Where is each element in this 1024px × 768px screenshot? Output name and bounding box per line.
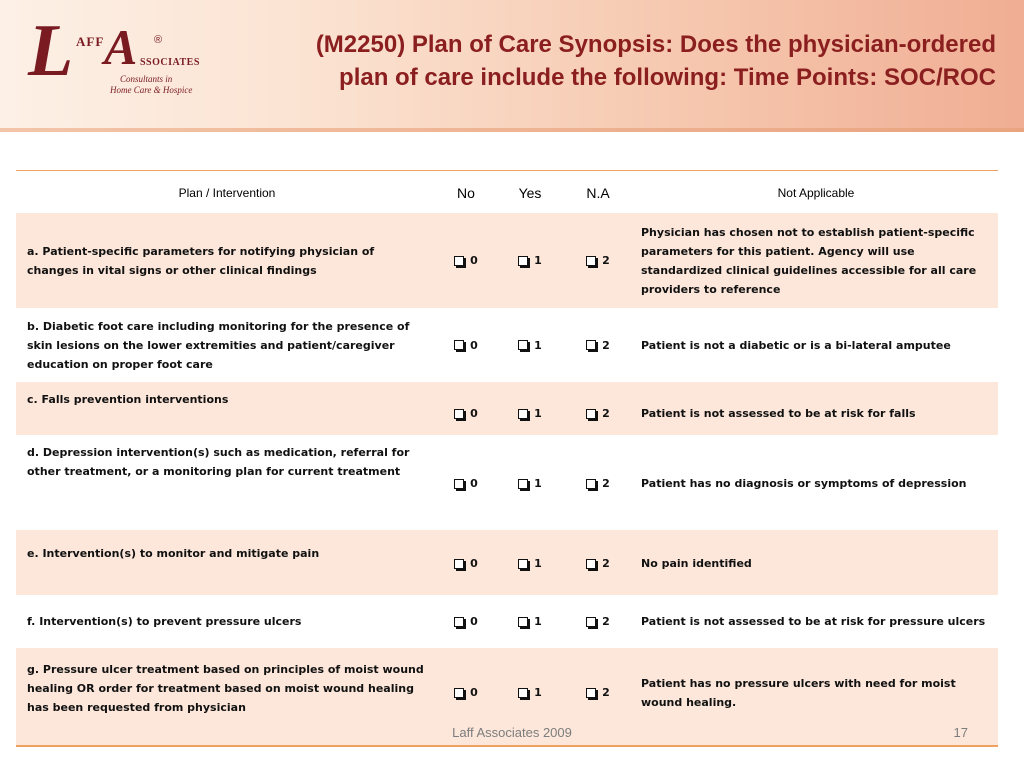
row-not-applicable-text: Patient is not a diabetic or is a bi-lateral amputee — [641, 338, 951, 352]
checkbox-icon — [586, 559, 596, 569]
header-na: N.A — [586, 184, 610, 201]
footer-text: Laff Associates 2009 — [452, 725, 572, 740]
checkbox-icon — [586, 688, 596, 698]
checkbox-icon — [518, 617, 528, 627]
row-plan-text: f. Intervention(s) to prevent pressure ulcers — [27, 615, 302, 628]
checkbox-icon — [586, 617, 596, 627]
laff-associates-logo — [26, 10, 206, 102]
row-plan-text: d. Depression intervention(s) such as medication, referral for other treatment, or a monitoring plan for current treatment — [27, 446, 410, 478]
option-na-checkbox[interactable]: 2 — [586, 557, 610, 570]
option-na-checkbox[interactable]: 2 — [586, 477, 610, 490]
checkbox-icon — [586, 409, 596, 419]
logo-sociates: SSOCIATES — [140, 57, 200, 68]
row-not-applicable-text: Patient is not assessed to be at risk for pressure ulcers — [641, 615, 986, 628]
table-row — [16, 530, 998, 595]
option-na-checkbox[interactable]: 2 — [586, 686, 610, 699]
row-plan-text: e. Intervention(s) to monitor and mitigate pain — [27, 547, 320, 560]
row-plan-text: c. Falls prevention interventions — [27, 393, 229, 406]
option-no-checkbox[interactable]: 0 — [454, 477, 478, 490]
table-row — [16, 213, 998, 308]
title-line-2: plan of care include the following: Time Points: SOC/ROC — [339, 64, 996, 91]
option-no-checkbox[interactable]: 0 — [454, 339, 478, 352]
row-not-applicable-text: Patient has no diagnosis or symptoms of depression — [641, 477, 967, 490]
option-no-checkbox[interactable]: 0 — [454, 557, 478, 570]
checkbox-icon — [518, 340, 528, 350]
option-na-checkbox[interactable]: 2 — [586, 615, 610, 628]
option-yes-checkbox[interactable]: 1 — [518, 686, 542, 699]
table-row — [16, 435, 998, 530]
header-no: No — [457, 184, 475, 201]
row-plan-text: a. Patient-specific parameters for notifying physician of changes in vital signs or other clinical findings — [27, 244, 375, 277]
checkbox-icon — [454, 559, 464, 569]
logo-tagline-1: Consultants in — [120, 74, 173, 84]
checkbox-icon — [586, 256, 596, 266]
header-rule — [0, 128, 1024, 132]
checkbox-icon — [518, 409, 528, 419]
table-bottom-rule — [16, 745, 998, 747]
option-no-checkbox[interactable]: 0 — [454, 615, 478, 628]
checkbox-icon — [454, 256, 464, 266]
option-yes-checkbox[interactable]: 1 — [518, 615, 542, 628]
option-yes-checkbox[interactable]: 1 — [518, 557, 542, 570]
table-row — [16, 595, 998, 648]
row-not-applicable-text: No pain identified — [641, 557, 752, 570]
slide-title — [196, 28, 996, 94]
logo-tagline-2: Home Care & Hospice — [110, 85, 193, 95]
checkbox-icon — [586, 340, 596, 350]
header-yes: Yes — [518, 184, 542, 201]
row-plan-text: b. Diabetic foot care including monitoring for the presence of skin lesions on the lower extremities and patient/caregiver education on proper foot care — [27, 319, 410, 371]
checkbox-icon — [518, 256, 528, 266]
logo-letter-a: A — [104, 19, 138, 75]
page-number: 17 — [953, 725, 968, 740]
logo-aff: AFF — [76, 34, 105, 49]
option-no-checkbox[interactable]: 0 — [454, 254, 478, 267]
option-yes-checkbox[interactable]: 1 — [518, 339, 542, 352]
checkbox-icon — [454, 340, 464, 350]
checkbox-icon — [518, 479, 528, 489]
row-not-applicable-text: Patient is not assessed to be at risk for falls — [641, 407, 916, 420]
checkbox-icon — [454, 409, 464, 419]
row-not-applicable-text: Physician has chosen not to establish patient-specific parameters for this patient. Agency will use standardized clinical guidelines accessible for all care providers to reference — [641, 225, 977, 296]
header-plan-intervention: Plan / Intervention — [178, 185, 276, 200]
title-line-1: (M2250) Plan of Care Synopsis: Does the physician-ordered — [315, 31, 996, 58]
row-plan-text: g. Pressure ulcer treatment based on principles of moist wound healing OR order for treatment based on moist wound healing has been requested from physician — [27, 663, 424, 714]
checkbox-icon — [586, 479, 596, 489]
checkbox-icon — [518, 559, 528, 569]
checkbox-icon — [454, 617, 464, 627]
option-na-checkbox[interactable]: 2 — [586, 407, 610, 420]
option-na-checkbox[interactable]: 2 — [586, 339, 610, 352]
option-yes-checkbox[interactable]: 1 — [518, 254, 542, 267]
option-yes-checkbox[interactable]: 1 — [518, 407, 542, 420]
option-yes-checkbox[interactable]: 1 — [518, 477, 542, 490]
table-row — [16, 308, 998, 382]
checkbox-icon — [454, 479, 464, 489]
table-header-row — [16, 170, 998, 216]
header-not-applicable: Not Applicable — [777, 185, 855, 200]
option-no-checkbox[interactable]: 0 — [454, 686, 478, 699]
checkbox-icon — [518, 688, 528, 698]
option-na-checkbox[interactable]: 2 — [586, 254, 610, 267]
row-not-applicable-text: Patient has no pressure ulcers with need for moist wound healing. — [641, 676, 956, 709]
logo-letter-l: L — [28, 10, 74, 92]
option-no-checkbox[interactable]: 0 — [454, 407, 478, 420]
registered-mark: ® — [154, 34, 163, 46]
table-row — [16, 382, 998, 435]
checkbox-icon — [454, 688, 464, 698]
